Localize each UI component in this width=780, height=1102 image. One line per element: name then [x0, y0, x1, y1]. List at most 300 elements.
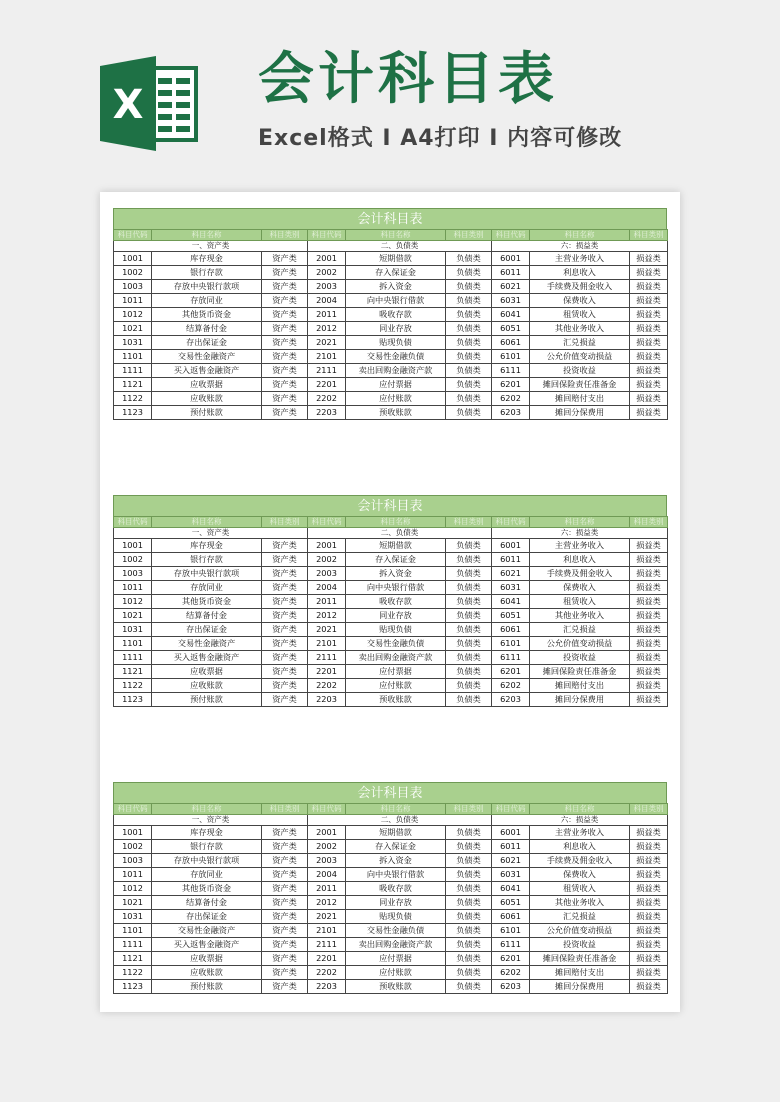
table-cell: 预付账款: [152, 693, 262, 707]
table-cell: 2002: [308, 553, 346, 567]
table-cell: 投资收益: [530, 651, 630, 665]
table-cell: 6001: [492, 539, 530, 553]
table-cell: 损益类: [630, 392, 668, 406]
table-cell: 手续费及佣金收入: [530, 854, 630, 868]
table-block-2: [113, 495, 667, 707]
table-cell: 资产类: [262, 553, 308, 567]
table-cell: 短期借款: [346, 252, 446, 266]
table-cell: 预收账款: [346, 693, 446, 707]
table-cell: 吸收存款: [346, 882, 446, 896]
table-cell: 应付账款: [346, 966, 446, 980]
table-cell: 负债类: [446, 693, 492, 707]
table-cell: 损益类: [630, 665, 668, 679]
table-cell: 资产类: [262, 826, 308, 840]
column-header: 科目名称: [346, 804, 446, 815]
column-header: 科目类别: [630, 517, 668, 528]
table-cell: 租赁收入: [530, 308, 630, 322]
column-header: 科目代码: [114, 517, 152, 528]
table-cell: 6101: [492, 924, 530, 938]
table-cell: 交易性金融负债: [346, 637, 446, 651]
table-cell: 贴现负债: [346, 336, 446, 350]
table-cell: 6201: [492, 378, 530, 392]
table-cell: 预收账款: [346, 980, 446, 994]
table-cell: 保费收入: [530, 581, 630, 595]
table-row: [114, 322, 668, 336]
table-row: [114, 406, 668, 420]
table-cell: 损益类: [630, 637, 668, 651]
table-cell: 2101: [308, 637, 346, 651]
table-cell: 2201: [308, 665, 346, 679]
category-label: 二、负债类: [308, 528, 492, 539]
table-cell: 负债类: [446, 322, 492, 336]
table-cell: 资产类: [262, 581, 308, 595]
table-cell: 负债类: [446, 406, 492, 420]
table-cell: 应收票据: [152, 952, 262, 966]
table-row: [114, 938, 668, 952]
table-cell: 结算备付金: [152, 609, 262, 623]
column-header: 科目代码: [114, 804, 152, 815]
column-header: 科目名称: [152, 804, 262, 815]
table-cell: 保费收入: [530, 294, 630, 308]
table-row: [114, 952, 668, 966]
table-cell: 摊回保险责任准备金: [530, 378, 630, 392]
table-cell: 存入保证金: [346, 840, 446, 854]
table-cell: 6011: [492, 840, 530, 854]
table-cell: 1021: [114, 322, 152, 336]
table-cell: 6051: [492, 896, 530, 910]
category-label: 六：损益类: [492, 815, 668, 826]
table-cell: 负债类: [446, 539, 492, 553]
table-cell: 资产类: [262, 378, 308, 392]
table-cell: 其他业务收入: [530, 609, 630, 623]
table-row: [114, 623, 668, 637]
table-cell: 贴现负债: [346, 910, 446, 924]
category-label: 二、负债类: [308, 815, 492, 826]
table-cell: 资产类: [262, 609, 308, 623]
table-cell: 负债类: [446, 336, 492, 350]
table-cell: 资产类: [262, 980, 308, 994]
table-cell: 损益类: [630, 280, 668, 294]
column-header: 科目代码: [114, 230, 152, 241]
table-cell: 6011: [492, 553, 530, 567]
column-header: 科目代码: [308, 517, 346, 528]
table-cell: 买入返售金融资产: [152, 938, 262, 952]
table-cell: 资产类: [262, 539, 308, 553]
table-cell: 存放中央银行款项: [152, 280, 262, 294]
table-cell: 短期借款: [346, 539, 446, 553]
table-cell: 1011: [114, 868, 152, 882]
table-cell: 损益类: [630, 854, 668, 868]
table-cell: 2011: [308, 308, 346, 322]
table-cell: 2012: [308, 322, 346, 336]
table-cell: 应付账款: [346, 392, 446, 406]
table-row: [114, 882, 668, 896]
column-header: 科目类别: [446, 804, 492, 815]
table-row: [114, 651, 668, 665]
table-cell: 1021: [114, 609, 152, 623]
table-cell: 1012: [114, 882, 152, 896]
table-title: 会计科目表: [113, 495, 667, 516]
table-cell: 资产类: [262, 910, 308, 924]
table-cell: 2003: [308, 280, 346, 294]
table-cell: 1121: [114, 665, 152, 679]
table-cell: 6041: [492, 882, 530, 896]
table-cell: 存出保证金: [152, 336, 262, 350]
table-cell: 负债类: [446, 294, 492, 308]
table-row: [114, 868, 668, 882]
table-title: 会计科目表: [113, 782, 667, 803]
table-cell: 其他货币资金: [152, 308, 262, 322]
table-cell: 6031: [492, 581, 530, 595]
table-cell: 负债类: [446, 868, 492, 882]
table-cell: 1122: [114, 392, 152, 406]
table-cell: 摊回分保费用: [530, 693, 630, 707]
column-header: 科目类别: [630, 230, 668, 241]
table-cell: 资产类: [262, 651, 308, 665]
table-cell: 2203: [308, 693, 346, 707]
table-cell: 银行存款: [152, 840, 262, 854]
table-cell: 应付账款: [346, 679, 446, 693]
table-cell: 1101: [114, 924, 152, 938]
category-label: 六：损益类: [492, 528, 668, 539]
table-cell: 利息收入: [530, 266, 630, 280]
table-cell: 1002: [114, 553, 152, 567]
table-cell: 资产类: [262, 966, 308, 980]
accounts-table: [113, 516, 668, 707]
table-cell: 负债类: [446, 854, 492, 868]
table-row: [114, 693, 668, 707]
table-cell: 公允价值变动损益: [530, 350, 630, 364]
table-cell: 1123: [114, 693, 152, 707]
table-cell: 6202: [492, 679, 530, 693]
table-cell: 2002: [308, 840, 346, 854]
table-cell: 1123: [114, 980, 152, 994]
table-cell: 6061: [492, 623, 530, 637]
table-cell: 负债类: [446, 840, 492, 854]
excel-logo-icon: [100, 56, 200, 151]
table-cell: 负债类: [446, 966, 492, 980]
column-header: 科目类别: [446, 517, 492, 528]
table-cell: 6021: [492, 567, 530, 581]
table-cell: 资产类: [262, 924, 308, 938]
table-cell: 银行存款: [152, 266, 262, 280]
table-cell: 存放中央银行款项: [152, 854, 262, 868]
table-cell: 损益类: [630, 882, 668, 896]
table-cell: 损益类: [630, 294, 668, 308]
table-cell: 预付账款: [152, 406, 262, 420]
table-cell: 负债类: [446, 637, 492, 651]
table-row: [114, 924, 668, 938]
table-cell: 1122: [114, 679, 152, 693]
table-cell: 资产类: [262, 406, 308, 420]
table-cell: 2202: [308, 966, 346, 980]
table-cell: 损益类: [630, 308, 668, 322]
table-cell: 负债类: [446, 896, 492, 910]
category-label: 二、负债类: [308, 241, 492, 252]
table-cell: 其他货币资金: [152, 595, 262, 609]
table-cell: 存入保证金: [346, 266, 446, 280]
table-cell: 6202: [492, 392, 530, 406]
table-cell: 2201: [308, 378, 346, 392]
table-cell: 利息收入: [530, 840, 630, 854]
table-cell: 2101: [308, 350, 346, 364]
table-cell: 2021: [308, 910, 346, 924]
table-cell: 手续费及佣金收入: [530, 567, 630, 581]
table-cell: 1111: [114, 651, 152, 665]
table-cell: 6203: [492, 406, 530, 420]
table-cell: 同业存放: [346, 322, 446, 336]
table-cell: 卖出回购金融资产款: [346, 938, 446, 952]
table-cell: 6201: [492, 952, 530, 966]
column-header: 科目名称: [152, 517, 262, 528]
table-cell: 存出保证金: [152, 623, 262, 637]
column-header: 科目代码: [308, 230, 346, 241]
table-cell: 2021: [308, 623, 346, 637]
table-cell: 损益类: [630, 595, 668, 609]
category-label: 六：损益类: [492, 241, 668, 252]
table-cell: 资产类: [262, 665, 308, 679]
table-cell: 库存现金: [152, 539, 262, 553]
column-header: 科目类别: [262, 517, 308, 528]
table-cell: 摊回保险责任准备金: [530, 952, 630, 966]
table-cell: 损益类: [630, 980, 668, 994]
table-cell: 存出保证金: [152, 910, 262, 924]
table-row: [114, 896, 668, 910]
table-cell: 1031: [114, 910, 152, 924]
table-row: [114, 826, 668, 840]
table-cell: 预收账款: [346, 406, 446, 420]
table-cell: 资产类: [262, 308, 308, 322]
table-cell: 1111: [114, 938, 152, 952]
table-cell: 负债类: [446, 910, 492, 924]
table-row: [114, 308, 668, 322]
table-cell: 公允价值变动损益: [530, 637, 630, 651]
table-cell: 应付票据: [346, 378, 446, 392]
accounts-table: [113, 229, 668, 420]
table-cell: 资产类: [262, 294, 308, 308]
column-header: 科目名称: [346, 230, 446, 241]
table-cell: 保费收入: [530, 868, 630, 882]
table-cell: 6031: [492, 294, 530, 308]
table-cell: 1122: [114, 966, 152, 980]
column-header: 科目名称: [152, 230, 262, 241]
table-cell: 负债类: [446, 280, 492, 294]
table-cell: 1012: [114, 595, 152, 609]
table-cell: 2203: [308, 980, 346, 994]
table-block-3: [113, 782, 667, 994]
table-cell: 1012: [114, 308, 152, 322]
table-cell: 6201: [492, 665, 530, 679]
column-header: 科目代码: [492, 230, 530, 241]
table-cell: 6111: [492, 938, 530, 952]
table-cell: 损益类: [630, 266, 668, 280]
column-header: 科目名称: [530, 230, 630, 241]
table-row: [114, 392, 668, 406]
table-cell: 1101: [114, 637, 152, 651]
table-cell: 资产类: [262, 392, 308, 406]
table-cell: 摊回赔付支出: [530, 679, 630, 693]
table-cell: 资产类: [262, 266, 308, 280]
table-cell: 负债类: [446, 980, 492, 994]
table-cell: 资产类: [262, 952, 308, 966]
column-header: 科目类别: [262, 804, 308, 815]
table-cell: 利息收入: [530, 553, 630, 567]
table-cell: 1011: [114, 294, 152, 308]
table-cell: 2111: [308, 651, 346, 665]
table-cell: 1002: [114, 266, 152, 280]
table-row: [114, 854, 668, 868]
table-cell: 损益类: [630, 826, 668, 840]
table-cell: 2111: [308, 364, 346, 378]
column-header: 科目名称: [530, 804, 630, 815]
table-cell: 交易性金融资产: [152, 637, 262, 651]
table-cell: 资产类: [262, 938, 308, 952]
table-cell: 负债类: [446, 938, 492, 952]
table-row: [114, 378, 668, 392]
table-cell: 负债类: [446, 308, 492, 322]
column-header-row: [114, 230, 668, 241]
table-cell: 负债类: [446, 924, 492, 938]
table-cell: 交易性金融资产: [152, 924, 262, 938]
table-cell: 损益类: [630, 952, 668, 966]
table-row: [114, 252, 668, 266]
table-cell: 1021: [114, 896, 152, 910]
table-cell: 负债类: [446, 392, 492, 406]
table-cell: 1003: [114, 567, 152, 581]
table-cell: 损益类: [630, 924, 668, 938]
table-cell: 资产类: [262, 350, 308, 364]
table-cell: 结算备付金: [152, 896, 262, 910]
page-title: 会计科目表: [258, 47, 558, 112]
table-cell: 应收账款: [152, 966, 262, 980]
table-cell: 2004: [308, 581, 346, 595]
table-cell: 损益类: [630, 252, 668, 266]
accounts-table: [113, 803, 668, 994]
table-cell: 应收账款: [152, 392, 262, 406]
table-cell: 卖出回购金融资产款: [346, 364, 446, 378]
table-cell: 2001: [308, 252, 346, 266]
table-cell: 资产类: [262, 252, 308, 266]
category-label: 一、资产类: [114, 815, 308, 826]
category-row: [114, 815, 668, 826]
table-cell: 其他业务收入: [530, 896, 630, 910]
category-label: 一、资产类: [114, 528, 308, 539]
column-header: 科目代码: [492, 517, 530, 528]
table-cell: 1111: [114, 364, 152, 378]
table-row: [114, 679, 668, 693]
column-header: 科目类别: [446, 230, 492, 241]
table-cell: 损益类: [630, 910, 668, 924]
table-cell: 主营业务收入: [530, 826, 630, 840]
table-cell: 向中央银行借款: [346, 294, 446, 308]
table-cell: 向中央银行借款: [346, 581, 446, 595]
table-cell: 摊回赔付支出: [530, 966, 630, 980]
table-block-1: [113, 208, 667, 420]
table-cell: 存放同业: [152, 581, 262, 595]
table-cell: 6051: [492, 322, 530, 336]
table-cell: 手续费及佣金收入: [530, 280, 630, 294]
table-row: [114, 567, 668, 581]
table-cell: 1011: [114, 581, 152, 595]
table-cell: 损益类: [630, 567, 668, 581]
table-row: [114, 553, 668, 567]
table-cell: 短期借款: [346, 826, 446, 840]
page-header: [0, 0, 780, 190]
table-row: [114, 910, 668, 924]
table-cell: 2202: [308, 679, 346, 693]
table-cell: 负债类: [446, 623, 492, 637]
table-row: [114, 336, 668, 350]
table-cell: 资产类: [262, 336, 308, 350]
table-cell: 6021: [492, 854, 530, 868]
table-cell: 存放中央银行款项: [152, 567, 262, 581]
table-cell: 负债类: [446, 826, 492, 840]
page-subtitle: Excel格式 I A4打印 I 内容可修改: [258, 126, 623, 151]
table-cell: 摊回保险责任准备金: [530, 665, 630, 679]
table-cell: 2003: [308, 567, 346, 581]
table-cell: 交易性金融负债: [346, 350, 446, 364]
table-row: [114, 280, 668, 294]
table-cell: 损益类: [630, 322, 668, 336]
table-cell: 应付票据: [346, 952, 446, 966]
table-cell: 6051: [492, 609, 530, 623]
table-cell: 损益类: [630, 966, 668, 980]
column-header-row: [114, 804, 668, 815]
table-cell: 交易性金融资产: [152, 350, 262, 364]
table-cell: 主营业务收入: [530, 539, 630, 553]
table-cell: 资产类: [262, 854, 308, 868]
table-cell: 负债类: [446, 350, 492, 364]
table-cell: 6101: [492, 350, 530, 364]
table-cell: 6111: [492, 651, 530, 665]
table-cell: 吸收存款: [346, 595, 446, 609]
table-cell: 损益类: [630, 868, 668, 882]
column-header: 科目类别: [630, 804, 668, 815]
table-cell: 同业存放: [346, 609, 446, 623]
table-cell: 摊回分保费用: [530, 980, 630, 994]
table-cell: 6011: [492, 266, 530, 280]
table-cell: 租赁收入: [530, 882, 630, 896]
table-cell: 损益类: [630, 609, 668, 623]
table-cell: 损益类: [630, 938, 668, 952]
table-cell: 资产类: [262, 280, 308, 294]
table-cell: 公允价值变动损益: [530, 924, 630, 938]
table-cell: 拆入资金: [346, 280, 446, 294]
table-cell: 应付票据: [346, 665, 446, 679]
table-cell: 2202: [308, 392, 346, 406]
table-cell: 6203: [492, 980, 530, 994]
table-cell: 2201: [308, 952, 346, 966]
table-cell: 资产类: [262, 868, 308, 882]
table-cell: 损益类: [630, 350, 668, 364]
table-row: [114, 364, 668, 378]
table-row: [114, 980, 668, 994]
table-cell: 损益类: [630, 679, 668, 693]
table-cell: 6203: [492, 693, 530, 707]
table-row: [114, 966, 668, 980]
table-cell: 资产类: [262, 364, 308, 378]
table-cell: 2111: [308, 938, 346, 952]
table-cell: 1001: [114, 539, 152, 553]
table-cell: 资产类: [262, 840, 308, 854]
category-row: [114, 528, 668, 539]
table-cell: 负债类: [446, 665, 492, 679]
table-cell: 同业存放: [346, 896, 446, 910]
table-cell: 其他货币资金: [152, 882, 262, 896]
table-cell: 吸收存款: [346, 308, 446, 322]
table-cell: 损益类: [630, 553, 668, 567]
table-cell: 6001: [492, 826, 530, 840]
